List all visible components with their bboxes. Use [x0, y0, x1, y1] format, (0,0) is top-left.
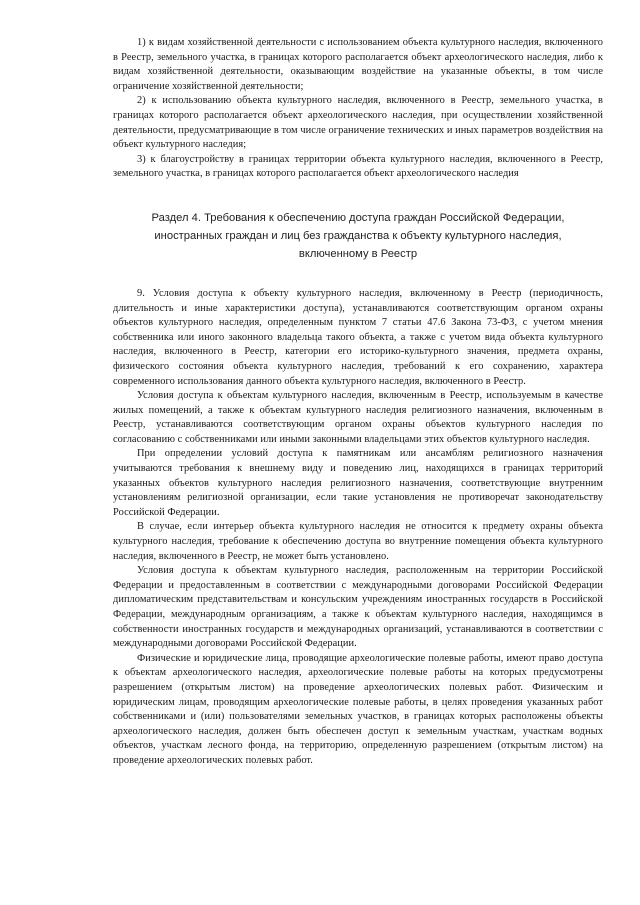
section-heading-line-3: включенному в Реестр — [298, 247, 418, 260]
paragraph-item-3: 3) к благоустройству в границах территории объекта культурного наследия, включенного в Реестр, земельного участка, в границах которого располагается объект археологического наследия — [113, 153, 603, 180]
paragraph-archaeological-works: Физические и юридические лица, проводящие археологические полевые работы, имеют право доступа к объектам археологического наследия, археологические полевые работы на которых предусмотрены разрешением (открытым листом) на проведение археологических полевых работ. Физическим и юридическим лицам, проводящим археологические полевые работы, в целях проведения указанных работ собственниками и (или) пользователями земельных участков, в границах которых расположены объекты археологического наследия, должен быть обеспечен доступ к земельным участкам, участкам водных объектов, участкам лесного фонда, на территорию, определенную разрешением (открытым листом) на проведение археологических полевых работ. — [113, 652, 603, 766]
section-heading — [113, 209, 603, 263]
paragraph-section-9: 9. Условия доступа к объекту культурного наследия, включенному в Реестр (периодичность, длительность и иные характеристики доступа), устанавливаются соответствующим органом охраны объектов культурного наследия, определенным пунктом 7 статьи 47.6 Закона 73-ФЗ, с учетом мнения собственника или иного законного владельца такого объекта, а также с учетом вида объекта культурного наследия, включенного в Реестр, категории его историко-культурного значения, предмета охраны, физического состояния объекта культурного наследия, требований к его сохранению, характера современного использования данного объекта культурного наследия, включенного в Реестр. — [113, 287, 603, 387]
paragraph-religious-monuments: При определении условий доступа к памятникам или ансамблям религиозного назначения учитываются требования к внешнему виду и поведению лиц, находящихся в границах территорий указанных объектов культурного наследия религиозного назначения, соответствующие внутренним установлениям религиозной организации, если такие установления не противоречат законодательству Российской Федерации. — [113, 448, 603, 518]
paragraph-access-residential: Условия доступа к объектам культурного наследия, включенным в Реестр, используемым в качестве жилых помещений, а также к объектам культурного наследия религиозного назначения, включенным в Реестр, устанавливаются соответствующим органом охраны объектов культурного наследия по согласованию с собственниками или иными законными владельцами этих объектов культурного наследия. — [113, 390, 603, 445]
paragraph-international: Условия доступа к объектам культурного наследия, расположенным на территории Российской Федерации и предоставленным в соответствии с международными договорами Российской Федерации дипломатическим представительствам и консульским учреждениям иностранных государств в Российской Федерации, международным организациям, а также к объектам культурного наследия, находящимся в собственности иностранных государств и международных организаций, устанавливаются в соответствии с международными договорами Российской Федерации. — [113, 565, 603, 650]
section-heading-line-1: Раздел 4. Требования к обеспечению доступа граждан Российской Федерации, — [151, 211, 565, 224]
paragraph-item-1: 1) к видам хозяйственной деятельности с использованием объекта культурного наследия, включенного в Реестр, земельного участка, в границах которого располагается объект археологического наследия, либо к видам хозяйственной деятельности, оказывающим воздействие на указанные объекты, в том числе ограничение хозяйственной деятельности; — [113, 37, 603, 92]
paragraph-interior: В случае, если интерьер объекта культурного наследия не относится к предмету охраны объекта культурного наследия, требование к обеспечению доступа во внутренние помещения объекта культурного наследия, включенного в Реестр, не может быть установлено. — [113, 521, 603, 562]
document-body — [113, 36, 603, 769]
section-heading-line-2: иностранных граждан и лиц без гражданства к объекту культурного наследия, — [154, 229, 562, 242]
paragraph-item-2: 2) к использованию объекта культурного наследия, включенного в Реестр, земельного участка, в границах которого располагается объект археологического наследия, при осуществлении хозяйственной деятельности, предусматривающие в том числе ограничение технических и иных параметров воздействия на объект культурного наследия; — [113, 95, 603, 151]
